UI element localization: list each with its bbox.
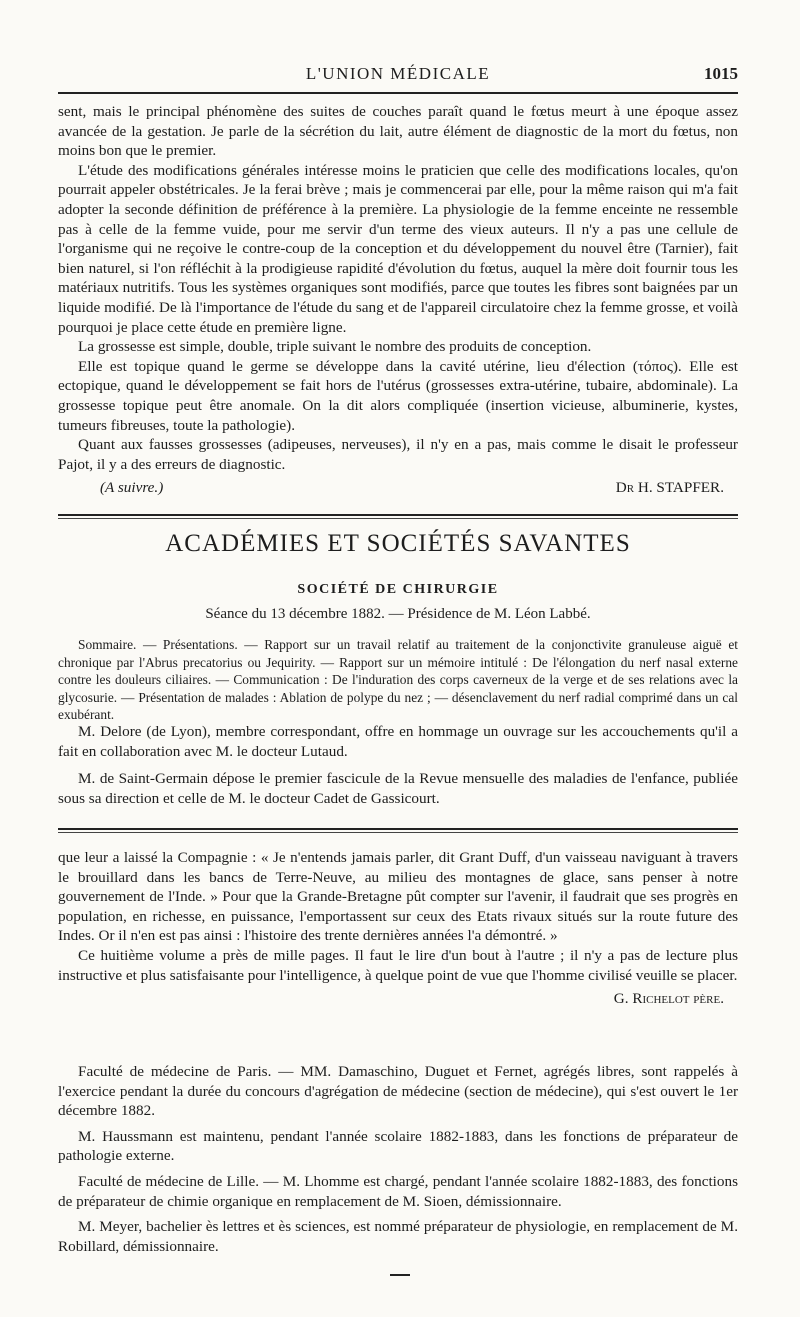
to-follow-note: (A suivre.) <box>100 479 164 497</box>
article-paragraph: Quant aux fausses grossesses (adipeuses, nerveuses), il n'y en a pas, mais comme le disait le professeur Pajot, il y a des erreurs de diagnostic. <box>58 436 738 473</box>
article-paragraph: La grossesse est simple, double, triple suivant le nombre des produits de conception. <box>78 338 592 356</box>
article-paragraph: Elle est topique quand le germe se développe dans la cavité utérine, lieu d'élection (τόπος). Elle est ectopique, quand le développement se fait hors de l'utérus (grossesses extra-utérine, tubaire, abdominale). La grossesse topique peut être anomale. On la dit alors compliquée (insertion vicieuse, albuminerie, kystes, tumeurs fibreuses, toute la pathologie). <box>58 357 738 434</box>
session-summary <box>58 636 738 724</box>
news-item: M. Haussmann est maintenu, pendant l'année scolaire 1882-1883, dans les fonctions de préparateur de pathologie externe. <box>58 1127 738 1165</box>
article-signature-line <box>58 478 738 500</box>
journal-title: L'UNION MÉDICALE <box>305 64 491 83</box>
news-section <box>58 1062 738 1256</box>
article-continuation <box>58 102 738 500</box>
session-items <box>58 722 738 808</box>
news-item: M. Meyer, bachelier ès lettres et ès sciences, est nommé préparateur de physiologie, en remplacement de M. Robillard, démissionnaire. <box>58 1218 738 1255</box>
article-paragraph: L'étude des modifications générales intéresse moins le praticien que celle des modifications locales, qu'on pourrait appeler obstétricales. Je la ferai brève ; mais je commencerai par elle, pour la même raison qui m'a fait adopter la seconde définition de préférence à la première. La physiologie de la femme enceinte ne ressemble pas à celle de la femme vuide, pour me servir d'un terme des vieux auteurs. Il n'y a pas une cellule de l'organisme qui ne reçoive le contre-coup de la conception et du développement du nouvel être (Tarnier), fait bien naturel, si l'on réfléchit à la prodigieuse rapidité d'évolution du fœtus, auquel la mère doit fournir tous les matériaux nutritifs. Tous les systèmes organiques sont modifiés, parce que toutes les fibres sont baignées par un liquide modifié. De là l'importance de l'étude du sang et de l'appareil circulatoire chez la femme grosse, et voilà pourquoi je place cette étude en première ligne. <box>58 161 738 336</box>
header-rule <box>58 92 738 94</box>
section-rule <box>58 828 738 830</box>
summary-text: Sommaire. — Présentations. — Rapport sur un travail relatif au traitement de la conjonctivite granuleuse aiguë et chronique par l'Abrus precatorius ou Jequirity. — Rapport sur un mémoire intitulé : De l'élongation du nerf nasal externe contre les douleurs ciliaires. — Communication : De l'induration des corps caverneux de la verge et de ses relations avec la glycosurie. — Présentation de malades : Ablation de polype du nez ; — désenclavement du nerf radial comprimé dans un cal exubérant. <box>58 637 738 723</box>
session-line: Séance du 13 décembre 1882. — Présidence de M. Léon Labbé. <box>205 606 591 622</box>
session-item: M. Delore (de Lyon), membre correspondant, offre en hommage un ouvrage sur les accouchements qu'il a fait en collaboration avec M. le docteur Lutaud. <box>58 723 738 760</box>
review-author: G. Richelot père. <box>613 990 724 1008</box>
running-head <box>58 62 738 88</box>
review-paragraph: Ce huitième volume a près de mille pages. Il faut le lire d'un bout à l'autre ; il n'y a pas de lecture plus instructive et plus satisfaisante pour l'intelligence, à quelque point de vue que l'homme civilisé veuille se placer. <box>58 946 738 984</box>
section-title: ACADÉMIES ET SOCIÉTÉS SAVANTES <box>165 530 631 557</box>
news-item: Faculté de médecine de Lille. — M. Lhomme est chargé, pendant l'année scolaire 1882-1883, des fonctions de préparateur de chimie organique en remplacement de M. Sioen, démissionnaire. <box>58 1172 738 1210</box>
article-paragraph: sent, mais le principal phénomène des suites de couches paraît quand le fœtus meurt à une époque assez avancée de la gestation. Je parle de la sécrétion du lait, autre élément de diagnostic de la mort du fœtus, non moins bon que le premier. <box>58 103 738 160</box>
section-rule <box>58 514 738 516</box>
end-dash <box>390 1274 410 1276</box>
news-item: Faculté de médecine de Paris. — MM. Damaschino, Duguet et Fernet, agrégés libres, sont rappelés à l'exercice pendant la durée du concours d'agrégation de médecine (section de médecine), qui s'est ouvert le 1er décembre 1882. <box>58 1063 738 1120</box>
review-paragraph: que leur a laissé la Compagnie : « Je n'entends jamais parler, dit Grant Duff, d'un vaisseau naviguant à travers le brouillard dans les bancs de Terre-Neuve, au milieu des montagnes de glace, sans penser à notre gouvernement de l'Inde. » Pour que la Grande-Bretagne pût compter sur l'avenir, il faudrait que ses progrès en population, en richesse, en puissance, l'emportassent sur ceux des Etats rivaux situés sur la route future des Indes. Or il n'en est pas ainsi : l'histoire des trente dernières années l'a démontré. » <box>58 849 738 945</box>
society-title: SOCIÉTÉ DE CHIRURGIE <box>297 582 499 597</box>
page-number: 1015 <box>704 64 738 83</box>
article-author: Dr H. STAPFER. <box>615 479 724 497</box>
session-item: M. de Saint-Germain dépose le premier fascicule de la Revue mensuelle des maladies de l'enfance, publiée sous sa direction et celle de M. le docteur Cadet de Gassicourt. <box>58 770 738 807</box>
book-review <box>58 848 738 1009</box>
